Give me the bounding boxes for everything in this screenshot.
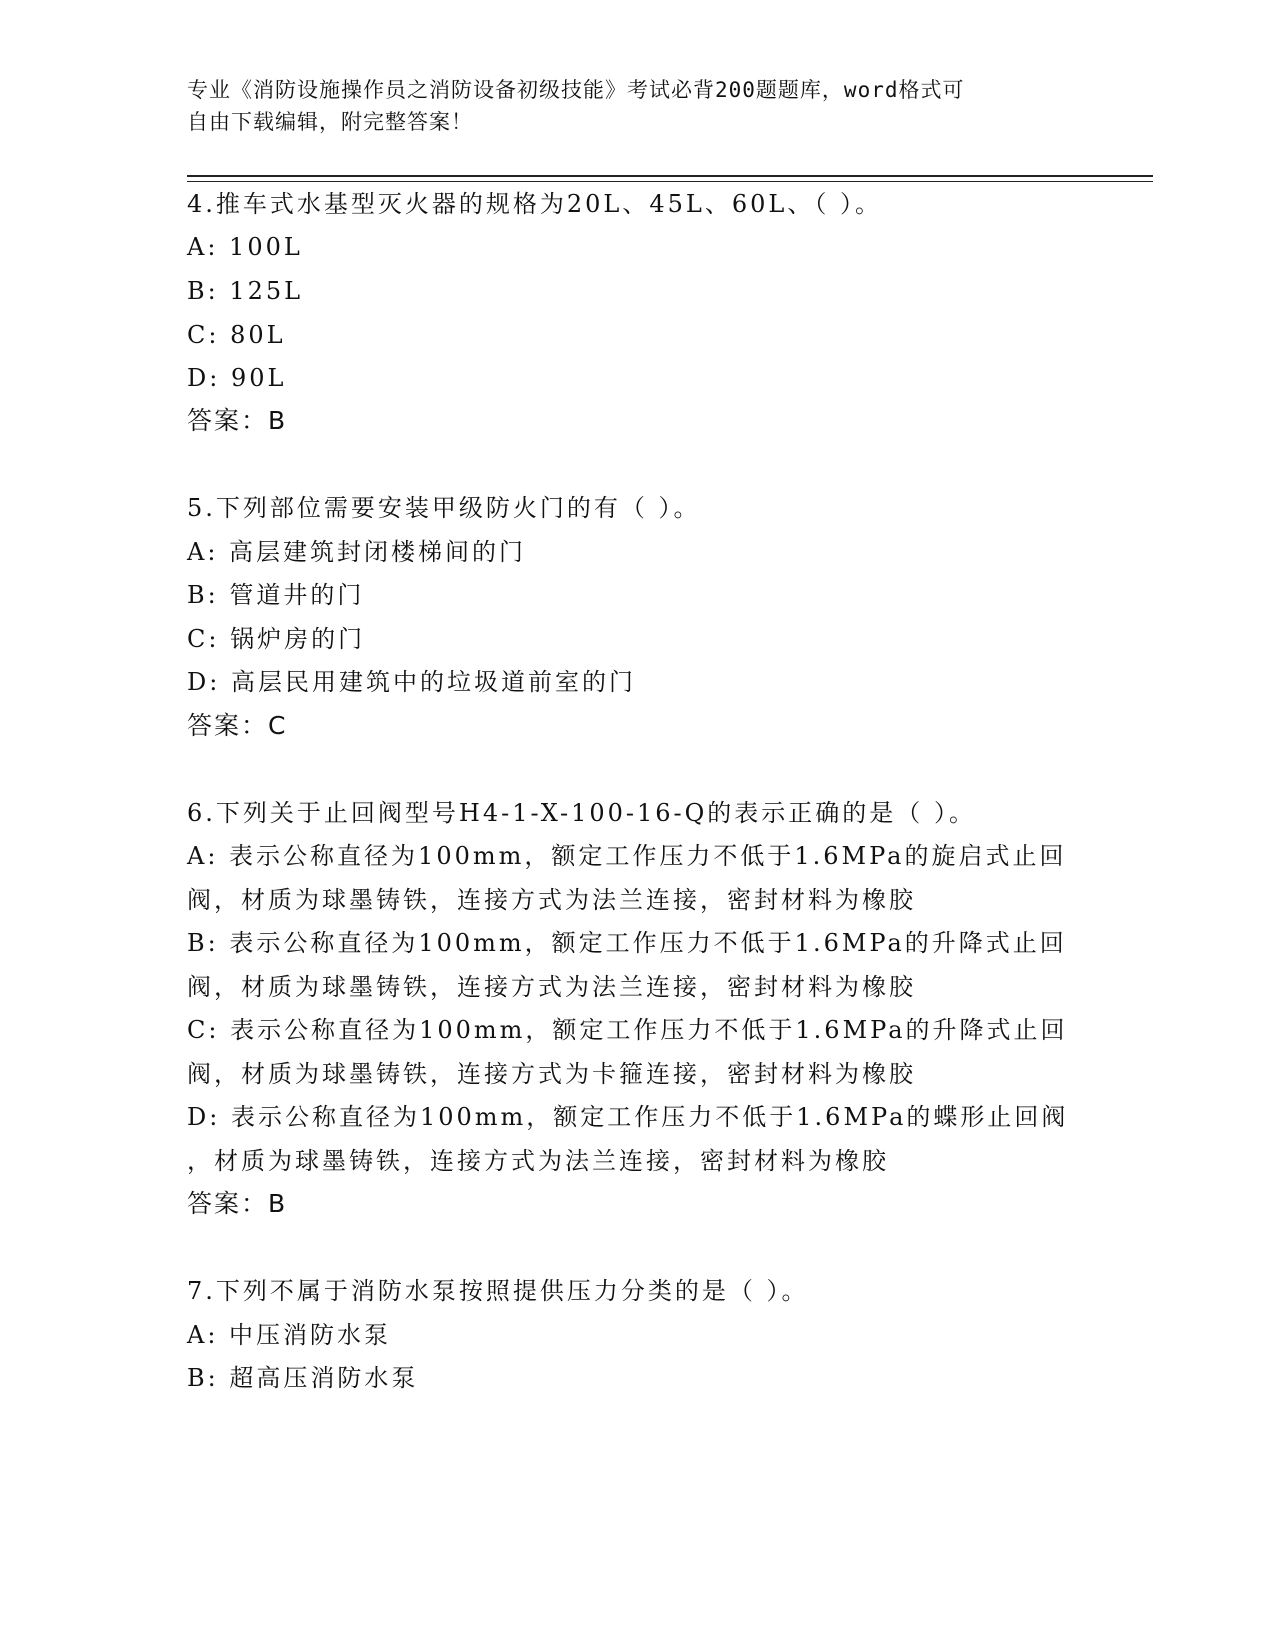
question-5-answer: 答案：C <box>187 711 288 740</box>
question-4-option-a: A: 100L <box>187 233 303 261</box>
question-6-option-b-line-2: 阀，材质为球墨铸铁，连接方式为法兰连接，密封材料为橡胶 <box>187 973 916 1001</box>
question-6-option-d-line-2: ，材质为球墨铸铁，连接方式为法兰连接，密封材料为橡胶 <box>187 1147 889 1175</box>
question-5-option-b: B: 管道井的门 <box>187 581 365 609</box>
header-divider <box>187 175 1153 177</box>
question-6-option-d-line-1: D: 表示公称直径为100mm，额定工作压力不低于1.6MPa的蝶形止回阀 <box>187 1103 1069 1131</box>
question-5-option-a: A: 高层建筑封闭楼梯间的门 <box>187 538 527 566</box>
question-6-stem: 6.下列关于止回阀型号H4-1-X-100-16-Q的表示正确的是（ ）。 <box>187 799 976 827</box>
question-6-option-c-line-2: 阀，材质为球墨铸铁，连接方式为卡箍连接，密封材料为橡胶 <box>187 1060 916 1088</box>
question-4-option-c: C: 80L <box>187 321 286 349</box>
question-6-option-a-line-1: A: 表示公称直径为100mm，额定工作压力不低于1.6MPa的旋启式止回 <box>187 842 1067 870</box>
question-5-stem: 5.下列部位需要安装甲级防火门的有（ ）。 <box>187 494 701 522</box>
question-4-option-d: D: 90L <box>187 364 287 392</box>
header-divider-thin <box>187 181 1153 182</box>
question-5-option-d: D: 高层民用建筑中的垃圾道前室的门 <box>187 668 636 696</box>
question-7-stem: 7.下列不属于消防水泵按照提供压力分类的是（ ）。 <box>187 1277 809 1305</box>
document-header <box>187 74 1087 138</box>
question-6-option-c-line-1: C: 表示公称直径为100mm，额定工作压力不低于1.6MPa的升降式止回 <box>187 1016 1068 1044</box>
header-line-1: 专业《消防设施操作员之消防设备初级技能》考试必背200题题库，word格式可 <box>187 78 965 102</box>
question-4-stem: 4.推车式水基型灭火器的规格为20L、45L、60L、（ ）。 <box>187 190 882 218</box>
question-4-option-b: B: 125L <box>187 277 304 305</box>
question-6-answer: 答案：B <box>187 1189 288 1218</box>
question-6-option-a-line-2: 阀，材质为球墨铸铁，连接方式为法兰连接，密封材料为橡胶 <box>187 886 916 914</box>
question-4-answer: 答案：B <box>187 406 288 435</box>
question-7-option-a: A: 中压消防水泵 <box>187 1321 392 1349</box>
question-7-option-b: B: 超高压消防水泵 <box>187 1364 419 1392</box>
header-line-2: 自由下载编辑，附完整答案！ <box>187 110 473 134</box>
question-5-option-c: C: 锅炉房的门 <box>187 625 366 653</box>
question-6-option-b-line-1: B: 表示公称直径为100mm，额定工作压力不低于1.6MPa的升降式止回 <box>187 929 1067 957</box>
